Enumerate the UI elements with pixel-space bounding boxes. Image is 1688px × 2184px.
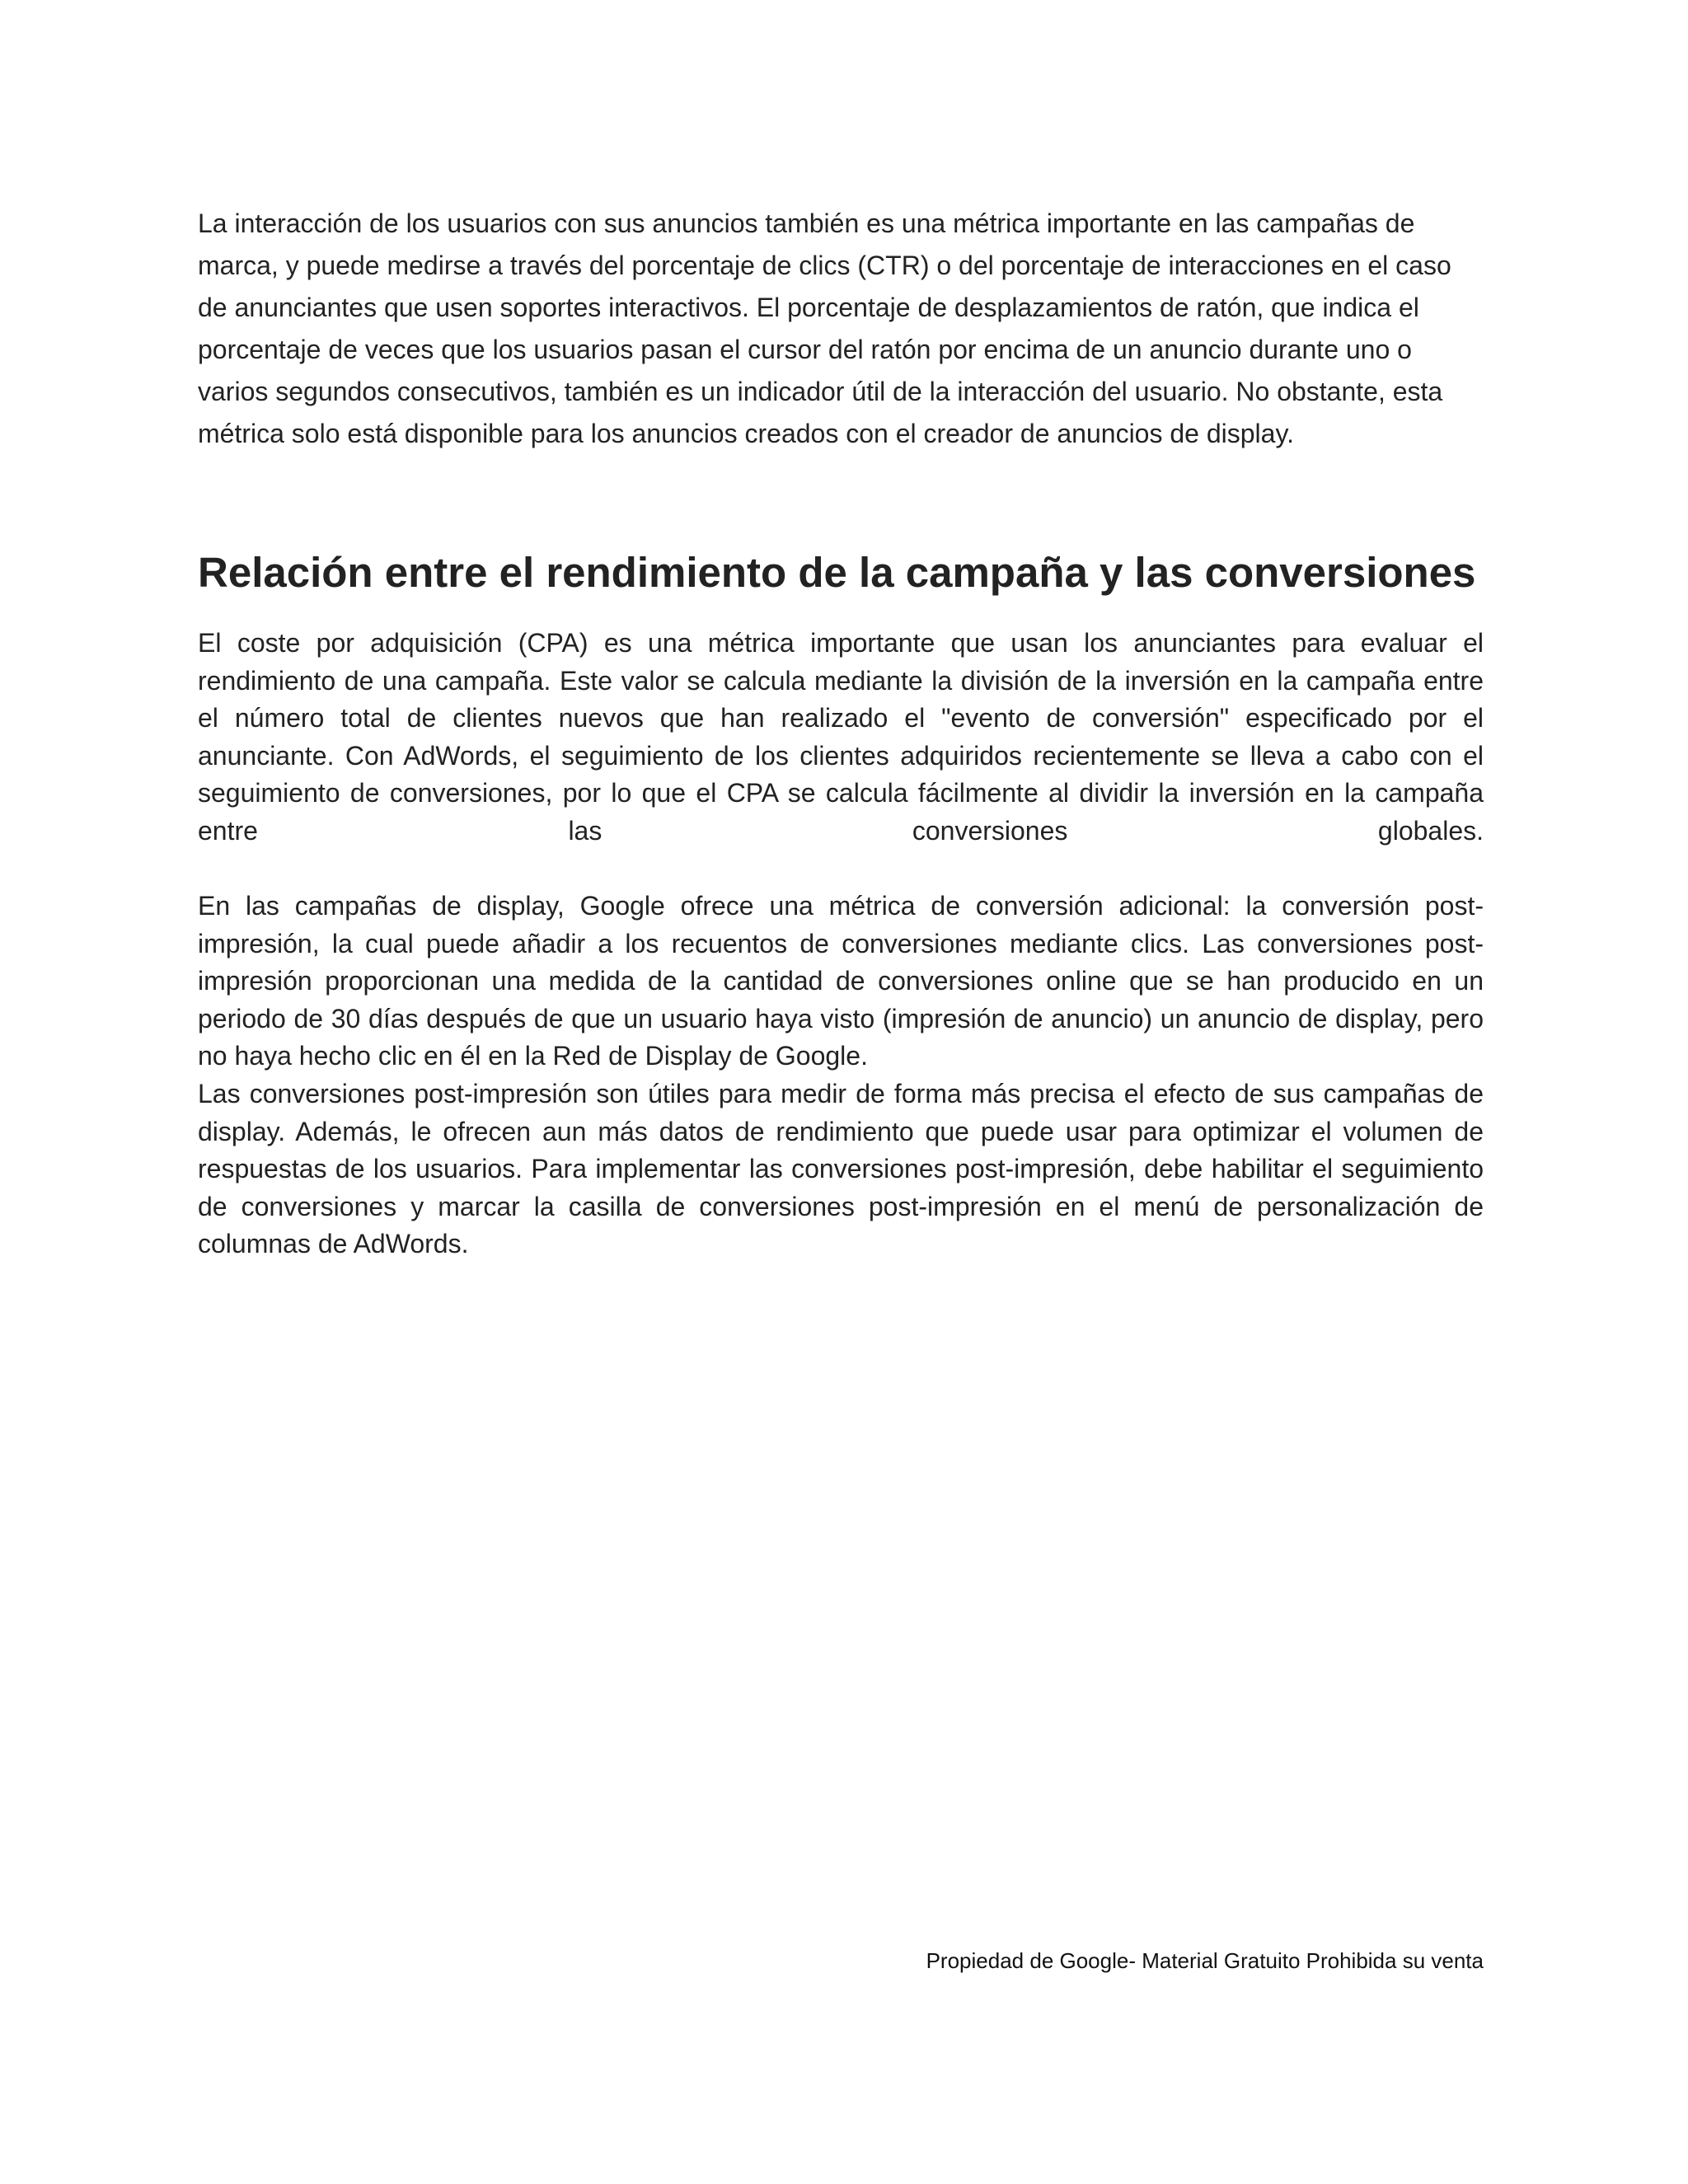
post-impression-paragraph-1: En las campañas de display, Google ofrece una métrica de conversión adicional: la conversión post-impresión, la cual puede añadir a los recuentos de conversiones mediante clics. Las conversiones post-impresión proporcionan una medida de la cantidad de conversiones online que se han producido en un periodo de 30 días después de que un usuario haya visto (impresión de anuncio) un anuncio de display, pero no haya hecho clic en él en la Red de Display de Google. (198, 891, 1484, 1071)
section-heading: Relación entre el rendimiento de la campaña y las conversiones (198, 549, 1476, 596)
post-impression-paragraph-2: Las conversiones post-impresión son útiles para medir de forma más precisa el efecto de sus campañas de display. Además, le ofrecen aun más datos de rendimiento que puede usar para optimizar el volumen de respuestas de los usuarios. Para implementar las conversiones post-impresión, debe habilitar el seguimiento de conversiones y marcar la casilla de conversiones post-impresión en el menú de personalización de columnas de AdWords. (198, 1079, 1484, 1258)
cpa-paragraph: El coste por adquisición (CPA) es una métrica importante que usan los anunciantes para evaluar el rendimiento de una campaña. Este valor se calcula mediante la división de la inversión en la campaña entre el número total de clientes nuevos que han realizado el "evento de conversión" especificado por el anunciante. Con AdWords, el seguimiento de los clientes adquiridos recientemente se lleva a cabo con el seguimiento de conversiones, por lo que el CPA se calcula fácilmente al dividir la inversión en la campaña entre las conversiones globales. (198, 628, 1484, 846)
intro-paragraph: La interacción de los usuarios con sus anuncios también es una métrica importante en las campañas de marca, y puede medirse a través del porcentaje de clics (CTR) o del porcentaje de interacciones en el caso de anunciantes que usen soportes interactivos. El porcentaje de desplazamientos de ratón, que indica el porcentaje de veces que los usuarios pasan el cursor del ratón por encima de un anuncio durante uno o varios segundos consecutivos, también es un indicador útil de la interacción del usuario. No obstante, esta métrica solo está disponible para los anuncios creados con el creador de anuncios de display. (198, 209, 1451, 448)
page-footer: Propiedad de Google- Material Gratuito Prohibida su venta (926, 1948, 1484, 1973)
